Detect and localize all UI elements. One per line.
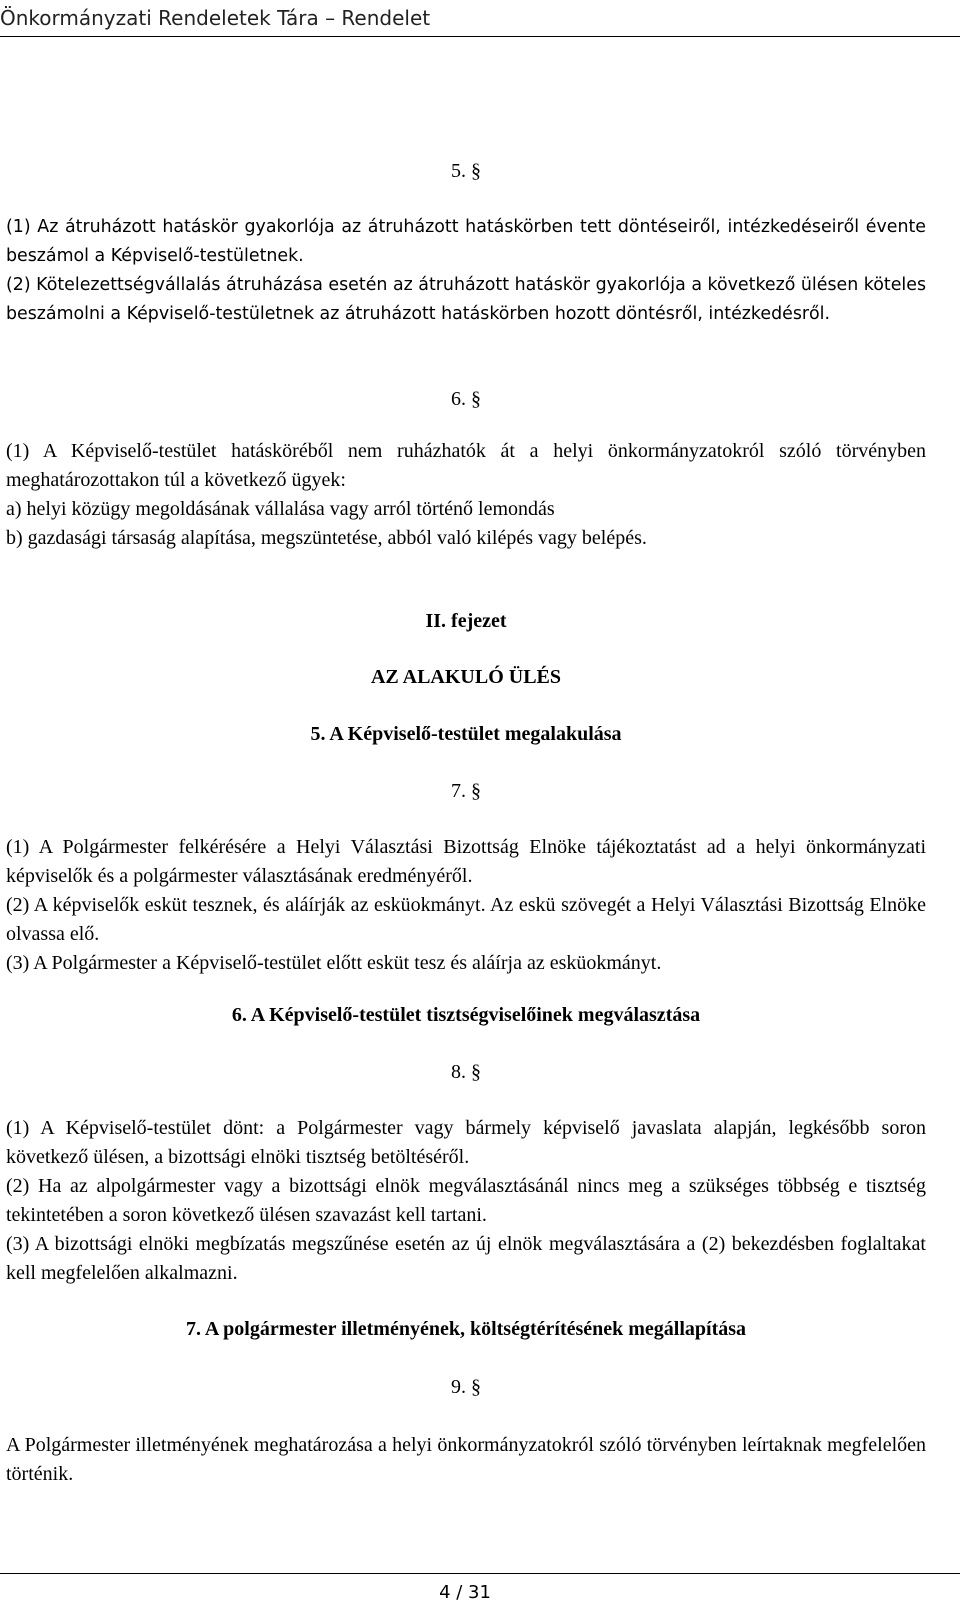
section-7-paragraph-1: (1) A Polgármester felkérésére a Helyi Választási Bizottság Elnöke tájékoztatást ad a helyi önkormányzati képviselők és a polgármester választásának eredményéről. <box>6 836 926 887</box>
section-5-paragraph-1: (1) Az átruházott hatáskör gyakorlója az átruházott hatáskörben tett döntéseiről, intézkedéseiről évente beszámol a Képviselő-testületnek. <box>6 217 926 266</box>
section-7-text <box>6 833 926 978</box>
section-8-paragraph-3: (3) A bizottsági elnöki megbízatás megszűnése esetén az új elnök megválasztására a (2) bekezdésben foglaltakat kell megfelelően alkalmazni. <box>6 1233 926 1284</box>
section-9-text <box>6 1431 926 1489</box>
section-6-item-b: b) gazdasági társaság alapítása, megszüntetése, abból való kilépés vagy belépés. <box>6 527 647 549</box>
header-divider <box>0 36 960 37</box>
section-5-heading: 5. § <box>451 160 481 182</box>
section-5-paragraph-2: (2) Kötelezettségvállalás átruházása esetén az átruházott hatáskör gyakorlója a következő ülésen köteles beszámolni a Képviselő-testületnek az átruházott hatáskörben hozott döntésről, intézkedésről. <box>6 275 926 324</box>
subtitle-6: 6. A Képviselő-testület tisztségviselőinek megválasztása <box>231 1004 701 1026</box>
section-9-heading: 9. § <box>451 1376 481 1398</box>
section-7-heading: 7. § <box>451 780 481 802</box>
section-8-paragraph-2: (2) Ha az alpolgármester vagy a bizottsági elnök megválasztásánál nincs meg a szükséges többség e tisztség tekintetében a soron következő ülésen szavazást kell tartani. <box>6 1175 926 1226</box>
section-8-text <box>6 1114 926 1288</box>
section-6-item-a: a) helyi közügy megoldásának vállalása vagy arról történő lemondás <box>6 498 555 520</box>
page-number: 4 / 31 <box>439 1582 491 1603</box>
footer-divider <box>0 1573 960 1574</box>
section-6-text <box>6 437 926 553</box>
chapter-number: II. fejezet <box>425 610 507 632</box>
subtitle-5: 5. A Képviselő-testület megalakulása <box>310 723 622 745</box>
chapter-title: AZ ALAKULÓ ÜLÉS <box>370 666 562 688</box>
section-7-paragraph-3: (3) A Polgármester a Képviselő-testület előtt esküt tesz és aláírja az esküokmányt. <box>6 952 662 974</box>
section-6-paragraph-1: (1) A Képviselő-testület hatásköréből nem ruházhatók át a helyi önkormányzatokról szóló törvényben meghatározottakon túl a következő ügyek: <box>6 440 926 491</box>
subtitle-7: 7. A polgármester illetményének, költségtérítésének megállapítása <box>185 1318 747 1340</box>
section-6-heading: 6. § <box>451 388 481 410</box>
section-5-text <box>6 213 926 329</box>
document-header-title: Önkormányzati Rendeletek Tára – Rendelet <box>0 6 431 30</box>
section-8-heading: 8. § <box>451 1061 481 1083</box>
section-8-paragraph-1: (1) A Képviselő-testület dönt: a Polgármester vagy bármely képviselő javaslata alapján, legkésőbb soron következő ülésen, a bizottsági elnöki tisztség betöltéséről. <box>6 1117 926 1168</box>
section-7-paragraph-2: (2) A képviselők esküt tesznek, és aláírják az esküokmányt. Az eskü szövegét a Helyi Választási Bizottság Elnöke olvassa elő. <box>6 894 926 945</box>
section-9-paragraph-1: A Polgármester illetményének meghatározása a helyi önkormányzatokról szóló törvényben leírtaknak megfelelően történik. <box>6 1434 926 1485</box>
